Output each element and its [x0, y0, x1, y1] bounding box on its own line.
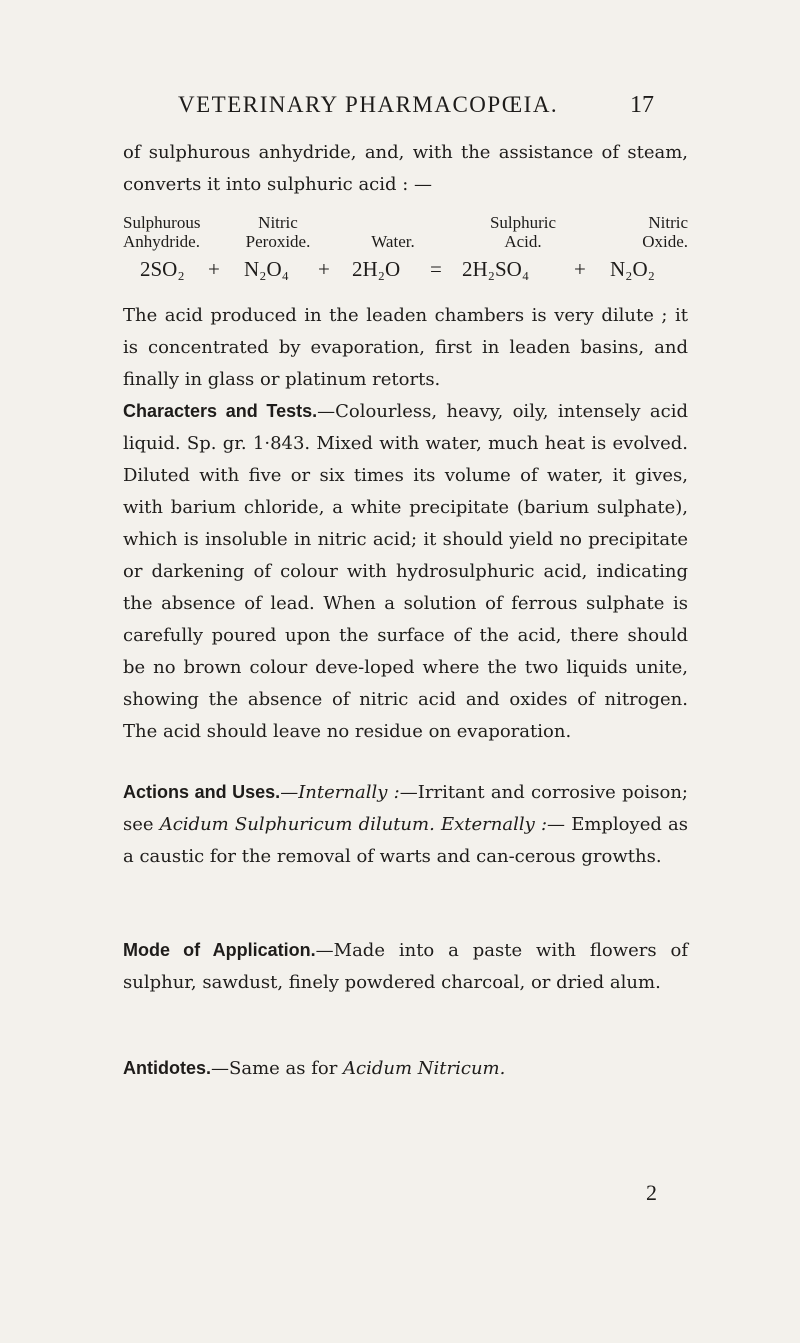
- section-body: —Irritant and corrosive poison; see: [123, 782, 688, 835]
- signature-mark: 2: [646, 1180, 657, 1205]
- actions-and-uses-section: [123, 776, 688, 873]
- intro-paragraph: of sulphurous anhydride, and, with the assistance of steam, converts it into sulphuric acid : —: [123, 142, 688, 195]
- equation-term: N₂O₄: [244, 257, 289, 281]
- section-body: —Colourless, heavy, oily, intensely acid liquid. Sp. gr. 1·843. Mixed with water, much heat is evolved. Diluted with five or six times its volume of water, it gives, with barium chloride, a white precipitate (barium sulphate), which is insoluble in nitric acid; it should yield no precipitate or darkening of colour with hydrosulphuric acid, indicating the absence of lead. When a solution of ferrous sulphate is carefully poured upon the surface of the acid, there should be no brown colour deve-loped where the two liquids unite, showing the absence of nitric acid and oxides of nitrogen. The acid should leave no residue on evaporation.: [123, 401, 688, 742]
- chemical-equation: [140, 255, 688, 285]
- externally-label: Externally :: [441, 814, 548, 835]
- internally-label: Internally :: [298, 782, 400, 803]
- dash: —: [280, 782, 299, 803]
- equation-term: 2H₂O: [352, 257, 401, 281]
- equation-term: 2H₂SO₄: [462, 257, 530, 281]
- equation-operator: +: [574, 257, 586, 281]
- running-title: VETERINARY PHARMACOPŒIA.: [178, 92, 559, 117]
- page-number: 17: [630, 92, 654, 118]
- section-body: —Same as for: [211, 1058, 344, 1079]
- section-heading: Mode of Application.: [123, 940, 316, 960]
- equation-label: Nitric Oxide.: [642, 213, 688, 251]
- section-body: —Made into a paste with flowers of sulphur, sawdust, finely powdered charcoal, or dried alum.: [123, 940, 688, 993]
- antidotes-section: [123, 1052, 688, 1085]
- section-body: — Employed as a caustic for the removal of warts and can-cerous growths.: [123, 814, 689, 867]
- cross-reference: Acidum Nitricum.: [343, 1058, 506, 1079]
- equation-operator: +: [318, 257, 330, 281]
- section-heading: Characters and Tests.: [123, 401, 318, 421]
- equation-label: Nitric Peroxide.: [245, 213, 311, 251]
- running-head: [0, 92, 800, 126]
- equation-labels: [123, 213, 688, 253]
- cross-reference: Acidum Sulphuricum dilutum.: [159, 814, 435, 835]
- equation-term: 2SO₂: [140, 257, 185, 281]
- equation-operator: +: [208, 257, 220, 281]
- equation-label: Sulphurous Anhydride.: [123, 213, 201, 251]
- equation-term: N₂O₂: [610, 257, 655, 281]
- characters-and-tests-section: [123, 395, 688, 748]
- concentration-paragraph: The acid produced in the leaden chambers is very dilute ; it is concentrated by evaporation, first in leaden basins, and finally in glass or platinum retorts.: [123, 305, 688, 390]
- equation-label: Sulphuric Acid.: [489, 213, 557, 251]
- section-heading: Actions and Uses.: [123, 782, 281, 802]
- equation-operator: =: [430, 257, 442, 281]
- section-heading: Antidotes.: [123, 1058, 211, 1078]
- equation-label: Water.: [371, 232, 415, 251]
- mode-of-application-section: [123, 934, 688, 999]
